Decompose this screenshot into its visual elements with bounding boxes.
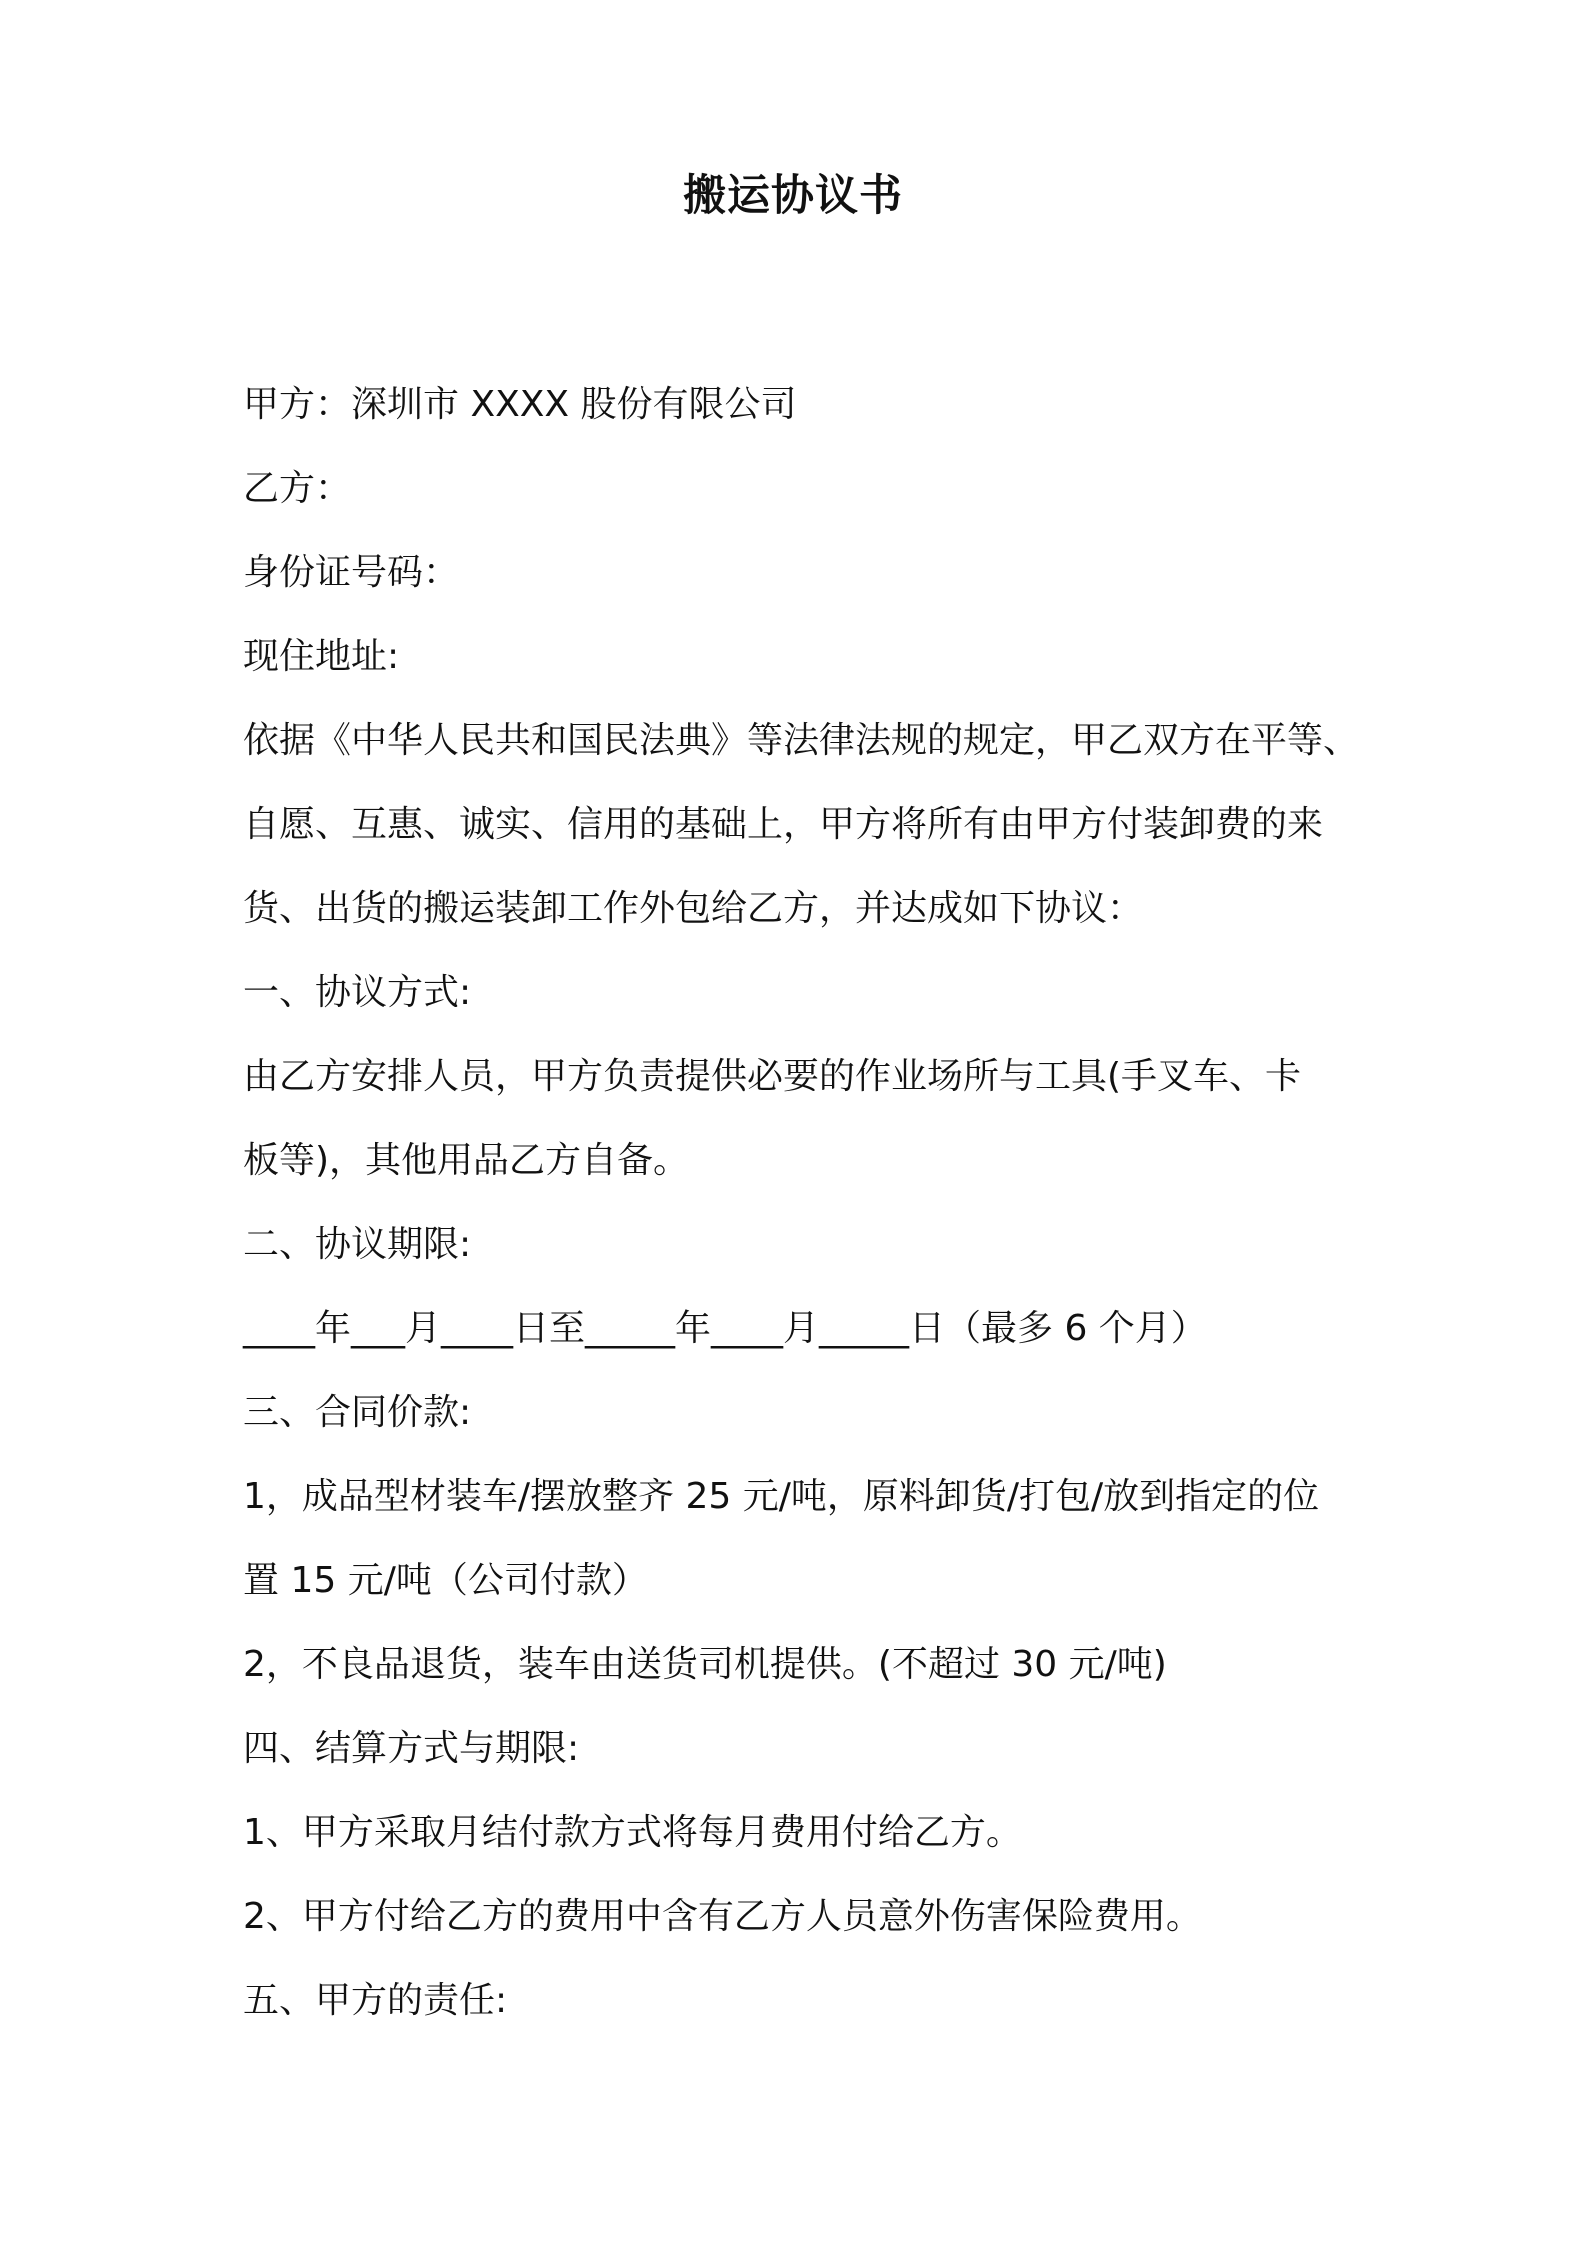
preamble-line-1: 依据《中华人民共和国民法典》等法律法规的规定，甲乙双方在平等、 [243,720,1360,761]
party-b-line: 乙方： [243,468,352,509]
party-a-line: 甲方：深圳市 XXXX 股份有限公司 [243,384,797,425]
term-dates-line: ____年___月____日至_____年____月_____日（最多 6 个月） [243,1308,1207,1349]
section-4-heading: 四、结算方式与期限: [243,1728,580,1769]
id-number-line: 身份证号码： [243,552,460,593]
section-5-heading: 五、甲方的责任: [243,1980,508,2021]
section-1-line-2: 板等)，其他用品乙方自备。 [243,1140,690,1181]
section-1-line-1: 由乙方安排人员，甲方负责提供必要的作业场所与工具(手叉车、卡 [243,1056,1302,1097]
document-title: 搬运协议书 [683,171,903,221]
settlement-item-2: 2、甲方付给乙方的费用中含有乙方人员意外伤害保险费用。 [243,1896,1202,1937]
price-item-1-line-1: 1，成品型材装车/摆放整齐 25 元/吨，原料卸货/打包/放到指定的位 [243,1476,1320,1517]
preamble-line-3: 货、出货的搬运装卸工作外包给乙方，并达成如下协议： [243,888,1144,929]
address-line: 现住地址: [243,636,400,677]
price-item-2: 2，不良品退货，装车由送货司机提供。(不超过 30 元/吨) [243,1644,1167,1685]
settlement-item-1: 1、甲方采取月结付款方式将每月费用付给乙方。 [243,1812,1022,1853]
section-2-heading: 二、协议期限: [243,1224,472,1265]
section-1-heading: 一、协议方式: [243,972,472,1013]
section-3-heading: 三、合同价款: [243,1392,472,1433]
price-item-1-line-2: 置 15 元/吨（公司付款） [243,1560,648,1601]
document-body [243,363,1363,2043]
preamble-line-2: 自愿、互惠、诚实、信用的基础上，甲方将所有由甲方付装卸费的来 [243,804,1324,845]
